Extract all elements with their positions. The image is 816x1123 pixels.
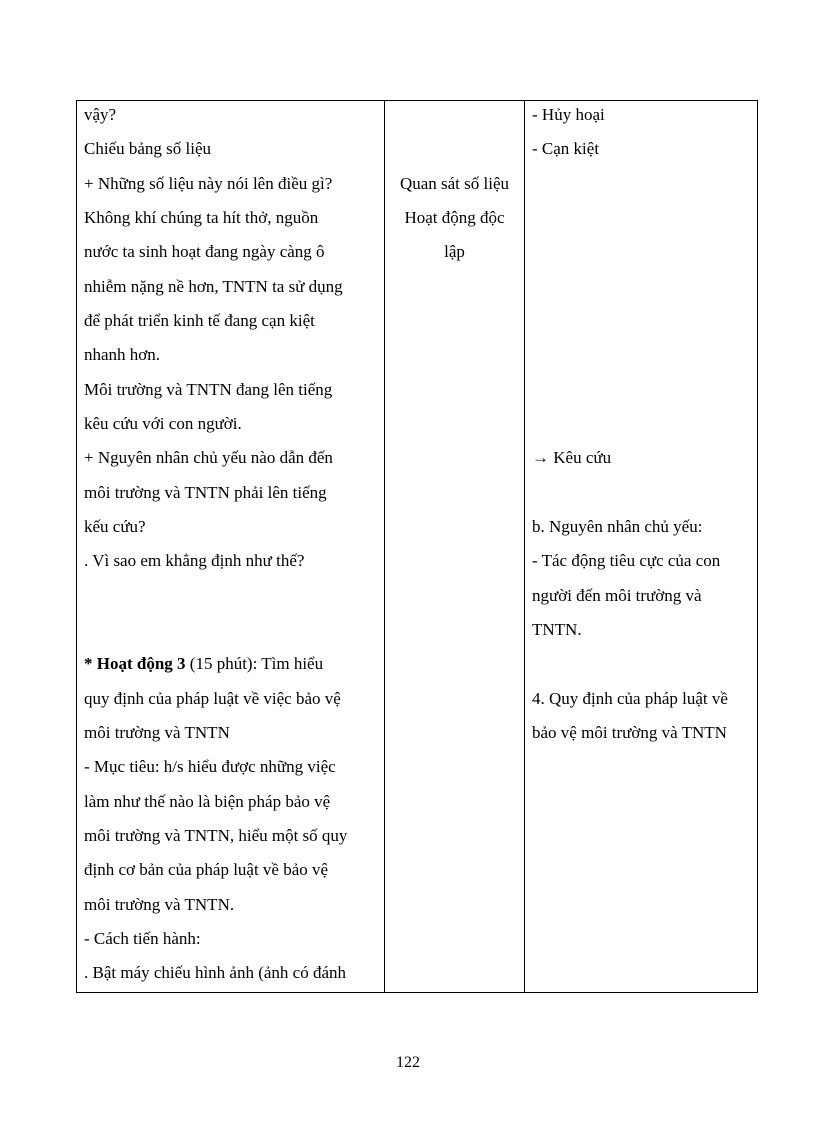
text-line: Môi trường và TNTN đang lên tiếng — [84, 380, 333, 399]
text-line: + Những số liệu này nói lên điều gì? — [84, 174, 333, 193]
text-line: môi trường và TNTN, hiểu một số quy — [84, 826, 348, 845]
text-line: Chiếu bảng số liệu — [84, 139, 212, 158]
column-divider — [524, 101, 525, 992]
text-line: môi trường và TNTN. — [84, 895, 235, 914]
activity-3-heading — [84, 654, 323, 674]
text-line: → Kêu cứu — [532, 448, 612, 467]
text-line: kêu cứu với con người. — [84, 414, 242, 433]
page-number: 122 — [396, 1054, 420, 1071]
text-line: định cơ bản của pháp luật về bảo vệ — [84, 860, 329, 879]
text-line: b. Nguyên nhân chủ yếu: — [532, 517, 703, 536]
text-line: - Hủy hoại — [532, 105, 605, 124]
text-line: người đến môi trường và — [532, 586, 702, 605]
text-line: nhanh hơn. — [84, 345, 161, 364]
activity-title: * Hoạt động 3 — [84, 654, 186, 673]
lesson-table — [76, 100, 758, 993]
text-line: Quan sát số liệu — [399, 174, 510, 193]
text-line: môi trường và TNTN phải lên tiếng — [84, 483, 327, 502]
text-line: quy định của pháp luật về việc bảo vệ — [84, 689, 341, 708]
text-line: + Nguyên nhân chủ yếu nào dẫn đến — [84, 448, 333, 467]
text-line: để phát triển kinh tế đang cạn kiệt — [84, 311, 315, 330]
text-line: nước ta sinh hoạt đang ngày càng ô — [84, 242, 325, 261]
text-line: kếu cứu? — [84, 517, 146, 536]
text-line: - Tác động tiêu cực của con — [532, 551, 721, 570]
text-line: môi trường và TNTN — [84, 723, 230, 742]
text-line: - Cạn kiệt — [532, 139, 600, 158]
text-line: - Mục tiêu: h/s hiểu được những việc — [84, 757, 336, 776]
activity-duration: (15 phút): Tìm hiểu — [185, 654, 324, 673]
text-line: . Vì sao em khẳng định như thế? — [84, 551, 305, 570]
text-line: bảo vệ môi trường và TNTN — [532, 723, 727, 742]
text-line: Không khí chúng ta hít thở, nguồn — [84, 208, 319, 227]
text-line: . Bật máy chiếu hình ảnh (ảnh có đánh — [84, 963, 347, 982]
text-line: - Cách tiến hành: — [84, 929, 201, 948]
text-line: TNTN. — [532, 620, 582, 639]
text-line: vậy? — [84, 105, 117, 124]
text-line: làm như thế nào là biện pháp bảo vệ — [84, 792, 331, 811]
text-line: nhiễm nặng nề hơn, TNTN ta sử dụng — [84, 277, 343, 296]
text-line: 4. Quy định của pháp luật về — [532, 689, 728, 708]
text-line: Hoạt động độc — [404, 208, 505, 227]
column-divider — [384, 101, 385, 992]
text-line: lập — [444, 242, 465, 261]
